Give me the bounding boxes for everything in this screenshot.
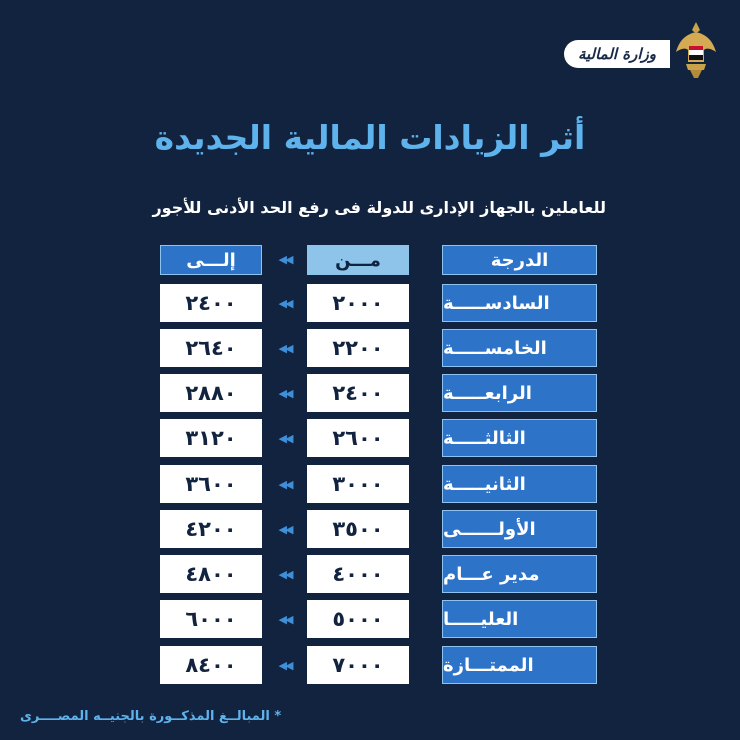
table-row-to: ٢٤٠٠ bbox=[160, 284, 262, 322]
table-row-from: ٧٠٠٠ bbox=[307, 646, 409, 684]
table-row-grade: الرابعـــــة bbox=[442, 374, 597, 412]
table-row-from: ٢٤٠٠ bbox=[307, 374, 409, 412]
arrow-left-icon: ◀◀ bbox=[278, 253, 292, 266]
table-row-grade: السادســـــة bbox=[442, 284, 597, 322]
table-row-from: ٢٢٠٠ bbox=[307, 329, 409, 367]
table-row-from: ٣٥٠٠ bbox=[307, 510, 409, 548]
table-row-grade: الثالثـــــة bbox=[442, 419, 597, 457]
arrow-left-icon: ◀◀ bbox=[278, 387, 292, 400]
arrow-left-icon: ◀◀ bbox=[278, 568, 292, 581]
table-row-to: ٤٨٠٠ bbox=[160, 555, 262, 593]
arrow-left-icon: ◀◀ bbox=[278, 297, 292, 310]
table-row-to: ٣٦٠٠ bbox=[160, 465, 262, 503]
arrow-left-icon: ◀◀ bbox=[278, 659, 292, 672]
table-row-to: ٤٢٠٠ bbox=[160, 510, 262, 548]
table-row-grade: مدير عـــام bbox=[442, 555, 597, 593]
table-row-from: ٤٠٠٠ bbox=[307, 555, 409, 593]
table-row-to: ٢٦٤٠ bbox=[160, 329, 262, 367]
arrow-left-icon: ◀◀ bbox=[278, 432, 292, 445]
table-row-to: ٨٤٠٠ bbox=[160, 646, 262, 684]
ministry-logo-text: وزارة المالية bbox=[564, 40, 670, 68]
table-row-from: ٣٠٠٠ bbox=[307, 465, 409, 503]
arrow-left-icon: ◀◀ bbox=[278, 478, 292, 491]
footnote: * المبالــغ المذكــورة بالجنيــه المصــــرى bbox=[20, 709, 282, 724]
table-row-to: ٢٨٨٠ bbox=[160, 374, 262, 412]
table-row-from: ٥٠٠٠ bbox=[307, 600, 409, 638]
arrow-left-icon: ◀◀ bbox=[278, 613, 292, 626]
header-to: إلـــى bbox=[160, 245, 262, 275]
table-row-grade: الخامســـــة bbox=[442, 329, 597, 367]
arrow-left-icon: ◀◀ bbox=[278, 342, 292, 355]
arrow-left-icon: ◀◀ bbox=[278, 523, 292, 536]
header-from: مـــن bbox=[307, 245, 409, 275]
page-title: أثر الزيادات المالية الجديدة bbox=[154, 118, 586, 157]
egypt-eagle-emblem-icon bbox=[674, 18, 718, 82]
page-subtitle: للعاملين بالجهاز الإدارى للدولة فى رفع الحد الأدنى للأجور bbox=[152, 198, 606, 217]
table-row-to: ٦٠٠٠ bbox=[160, 600, 262, 638]
table-row-grade: الأولــــــى bbox=[442, 510, 597, 548]
table-row-grade: العليـــــا bbox=[442, 600, 597, 638]
table-row-to: ٣١٢٠ bbox=[160, 419, 262, 457]
header-grade: الدرجة bbox=[442, 245, 597, 275]
table-row-grade: الممتـــازة bbox=[442, 646, 597, 684]
table-row-from: ٢٠٠٠ bbox=[307, 284, 409, 322]
table-row-from: ٢٦٠٠ bbox=[307, 419, 409, 457]
table-row-grade: الثانيـــــة bbox=[442, 465, 597, 503]
